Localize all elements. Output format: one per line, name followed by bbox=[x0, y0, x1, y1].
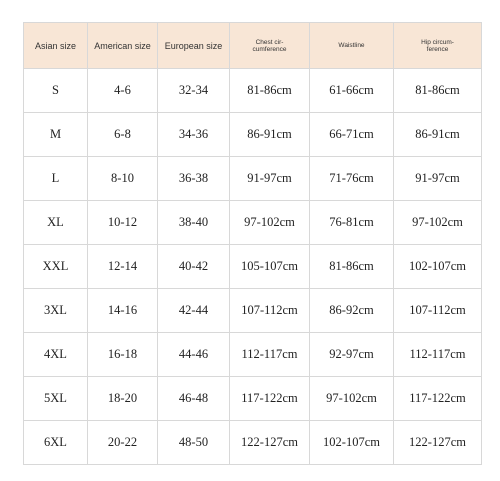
table-row bbox=[24, 333, 482, 377]
header-row bbox=[24, 23, 482, 69]
cell-waist: 61-66cm bbox=[310, 69, 394, 113]
cell-hip: 91-97cm bbox=[394, 157, 482, 201]
cell-waist: 102-107cm bbox=[310, 421, 394, 465]
cell-american-size: 20-22 bbox=[88, 421, 158, 465]
cell-asian-size: 3XL bbox=[24, 289, 88, 333]
cell-chest: 86-91cm bbox=[230, 113, 310, 157]
cell-american-size: 18-20 bbox=[88, 377, 158, 421]
cell-waist: 71-76cm bbox=[310, 157, 394, 201]
cell-hip: 117-122cm bbox=[394, 377, 482, 421]
table-row bbox=[24, 69, 482, 113]
header-chest-label: Chest cir- cumference bbox=[252, 38, 287, 53]
cell-chest: 81-86cm bbox=[230, 69, 310, 113]
cell-hip: 97-102cm bbox=[394, 201, 482, 245]
cell-european-size: 48-50 bbox=[158, 421, 230, 465]
cell-chest: 117-122cm bbox=[230, 377, 310, 421]
header-waistline bbox=[310, 23, 394, 69]
cell-american-size: 16-18 bbox=[88, 333, 158, 377]
cell-asian-size: 5XL bbox=[24, 377, 88, 421]
cell-american-size: 8-10 bbox=[88, 157, 158, 201]
table-row bbox=[24, 245, 482, 289]
cell-european-size: 34-36 bbox=[158, 113, 230, 157]
cell-american-size: 12-14 bbox=[88, 245, 158, 289]
cell-asian-size: 4XL bbox=[24, 333, 88, 377]
cell-european-size: 42-44 bbox=[158, 289, 230, 333]
table-header bbox=[24, 23, 482, 69]
cell-hip: 112-117cm bbox=[394, 333, 482, 377]
cell-waist: 97-102cm bbox=[310, 377, 394, 421]
cell-asian-size: XL bbox=[24, 201, 88, 245]
table-row bbox=[24, 157, 482, 201]
table-row bbox=[24, 377, 482, 421]
cell-hip: 107-112cm bbox=[394, 289, 482, 333]
cell-chest: 112-117cm bbox=[230, 333, 310, 377]
header-hip bbox=[394, 23, 482, 69]
cell-european-size: 44-46 bbox=[158, 333, 230, 377]
header-hip-label: Hip circum- ference bbox=[421, 38, 454, 53]
table-row bbox=[24, 113, 482, 157]
cell-european-size: 38-40 bbox=[158, 201, 230, 245]
cell-chest: 91-97cm bbox=[230, 157, 310, 201]
cell-waist: 86-92cm bbox=[310, 289, 394, 333]
cell-asian-size: M bbox=[24, 113, 88, 157]
cell-hip: 122-127cm bbox=[394, 421, 482, 465]
cell-waist: 92-97cm bbox=[310, 333, 394, 377]
cell-american-size: 4-6 bbox=[88, 69, 158, 113]
header-asian-size: Asian size bbox=[24, 23, 88, 69]
size-chart-table bbox=[23, 22, 482, 465]
header-american-size: American size bbox=[88, 23, 158, 69]
cell-european-size: 40-42 bbox=[158, 245, 230, 289]
cell-asian-size: L bbox=[24, 157, 88, 201]
cell-american-size: 10-12 bbox=[88, 201, 158, 245]
cell-chest: 122-127cm bbox=[230, 421, 310, 465]
header-chest bbox=[230, 23, 310, 69]
header-european-size: European size bbox=[158, 23, 230, 69]
cell-european-size: 32-34 bbox=[158, 69, 230, 113]
cell-waist: 76-81cm bbox=[310, 201, 394, 245]
cell-hip: 102-107cm bbox=[394, 245, 482, 289]
cell-hip: 81-86cm bbox=[394, 69, 482, 113]
cell-american-size: 6-8 bbox=[88, 113, 158, 157]
table-body bbox=[24, 69, 482, 465]
cell-asian-size: S bbox=[24, 69, 88, 113]
cell-chest: 107-112cm bbox=[230, 289, 310, 333]
cell-waist: 81-86cm bbox=[310, 245, 394, 289]
cell-european-size: 46-48 bbox=[158, 377, 230, 421]
cell-chest: 97-102cm bbox=[230, 201, 310, 245]
table-row bbox=[24, 289, 482, 333]
header-waistline-label: Waistline bbox=[338, 42, 365, 49]
cell-chest: 105-107cm bbox=[230, 245, 310, 289]
table-row bbox=[24, 421, 482, 465]
cell-hip: 86-91cm bbox=[394, 113, 482, 157]
cell-european-size: 36-38 bbox=[158, 157, 230, 201]
cell-american-size: 14-16 bbox=[88, 289, 158, 333]
cell-waist: 66-71cm bbox=[310, 113, 394, 157]
table-row bbox=[24, 201, 482, 245]
cell-asian-size: 6XL bbox=[24, 421, 88, 465]
cell-asian-size: XXL bbox=[24, 245, 88, 289]
